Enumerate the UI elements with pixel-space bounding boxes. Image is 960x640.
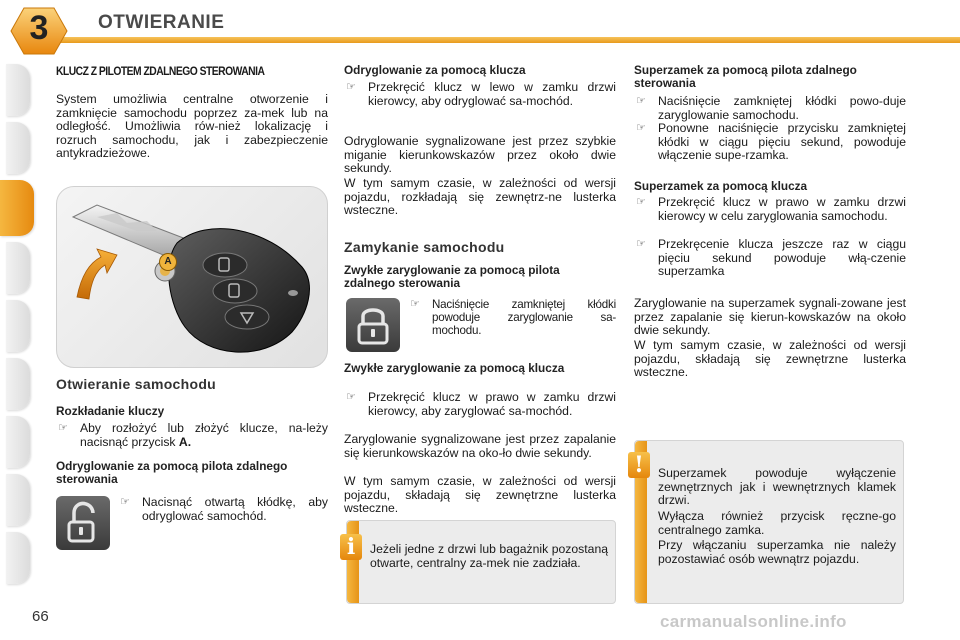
bullet-hand-icon: ☞ xyxy=(58,422,68,434)
warning-para-1: Superzamek powoduje wyłączenie zewnętrznych jak i wewnętrznych klamek drzwi. xyxy=(658,466,896,508)
remote-key-illustration xyxy=(57,187,329,369)
chapter-tab-1[interactable] xyxy=(6,64,30,116)
key-illustration-frame xyxy=(56,186,328,368)
superlock-para-2: W tym samym czasie, w zależności od wersji pojazdu, składają się zewnętrzne lusterka wsteczne. xyxy=(634,338,906,380)
chapter-tab-6[interactable] xyxy=(6,358,30,410)
key-unlock-bullet: ☞ Przekręcić klucz w lewo w zamku drzwi kierowcy, aby odryglować sa-mochód. xyxy=(346,80,616,108)
bullet-hand-icon: ☞ xyxy=(636,122,646,134)
fold-keys-title: Rozkładanie kluczy xyxy=(56,404,165,418)
superlock-para-1: Zaryglowanie na superzamek sygnali-zowane jest przez zapalanie się kierun-kowskazów na około dwie sekundy. xyxy=(634,296,906,338)
superlock-remote-title: Superzamek za pomocą pilota zdalnego sterowania xyxy=(634,63,857,90)
chapter-number: 3 xyxy=(29,9,49,47)
remote-lock-bullet: ☞ Naciśnięcie zamkniętej kłódki powoduje zaryglowanie sa-mochodu. xyxy=(410,298,616,338)
chapter-tab-9[interactable] xyxy=(6,532,30,584)
button-a-marker: A xyxy=(159,253,177,271)
section-title-open: Otwieranie samochodu xyxy=(56,376,217,392)
main-heading: KLUCZ Z PILOTEM ZDALNEGO STEROWANIA xyxy=(56,64,265,78)
chapter-tab-4[interactable] xyxy=(6,242,30,294)
bullet-hand-icon: ☞ xyxy=(120,496,130,508)
bullet-hand-icon: ☞ xyxy=(636,238,646,250)
bullet-hand-icon: ☞ xyxy=(346,391,356,403)
remote-unlock-bullet: ☞ Nacisnąć otwartą kłódkę, aby odryglować samochód. xyxy=(120,495,328,523)
key-lock-title: Zwykłe zaryglowanie za pomocą klucza xyxy=(344,361,565,375)
key-unlock-title: Odryglowanie za pomocą klucza xyxy=(344,63,526,77)
key-unlock-para-2: W tym samym czasie, w zależności od wersji pojazdu, rozkładają się zewnętrz-ne lusterka wsteczne. xyxy=(344,176,616,218)
warning-para-3: Przy włączaniu superzamka nie należy pozostawiać osób wewnątrz pojazdu. xyxy=(658,538,896,566)
unlock-button-tile xyxy=(56,496,110,550)
closed-padlock-icon xyxy=(346,298,400,352)
warning-icon: ! xyxy=(628,452,650,478)
info-note-text: Jeżeli jedne z drzwi lub bagażnik pozostaną otwarte, centralny za-mek nie zadziała. xyxy=(370,542,608,570)
chapter-tab-3-active[interactable] xyxy=(0,180,34,236)
warning-para-2: Wyłącza również przycisk ręczne-go centralnego zamka. xyxy=(658,509,896,537)
remote-lock-title: Zwykłe zaryglowanie za pomocą pilota zdalnego sterowania xyxy=(344,263,560,290)
chapter-tab-5[interactable] xyxy=(6,300,30,352)
chapter-tab-2[interactable] xyxy=(6,122,30,174)
page-number: 66 xyxy=(32,608,49,625)
page-title: OTWIERANIE xyxy=(98,12,225,33)
intro-paragraph: System umożliwia centralne otworzenie i zamknięcie samochodu poprzez za-mek lub na odległość. Umożliwia rów-nież lokalizację i rozruch samochodu, jak i zabezpieczenie antykradzieżowe. xyxy=(56,92,328,161)
remote-unlock-title: Odryglowanie za pomocą pilota zdalnego sterowania xyxy=(56,459,288,486)
superlock-key-bullet-1: ☞ Przekręcić klucz w prawo w zamku drzwi kierowcy w celu zaryglowania samochodu. xyxy=(636,195,906,223)
superlock-key-bullet-2: ☞ Przekręcenie klucza jeszcze raz w ciągu pięciu sekund powoduje włą-czenie superzamka xyxy=(636,237,906,279)
key-lock-bullet: ☞ Przekręcić klucz w prawo w zamku drzwi kierowcy, aby zaryglować sa-mochód. xyxy=(346,390,616,418)
section-title-lock: Zamykanie samochodu xyxy=(344,239,505,255)
superlock-remote-bullet-1: ☞ Naciśnięcie zamkniętej kłódki powo-duje zaryglowanie samochodu. xyxy=(636,94,906,122)
bullet-hand-icon: ☞ xyxy=(636,196,646,208)
fold-keys-bullet: ☞ Aby rozłożyć lub złożyć klucze, na-leży nacisnąć przycisk A. xyxy=(58,421,328,449)
superlock-key-title: Superzamek za pomocą klucza xyxy=(634,179,808,193)
header xyxy=(0,0,960,56)
key-lock-para-2: W tym samym czasie, w zależności od wersji pojazdu, składają się zewnętrzne lusterka wsteczne. xyxy=(344,474,616,516)
watermark: carmanualsonline.info xyxy=(660,612,847,631)
bullet-hand-icon: ☞ xyxy=(636,95,646,107)
bullet-hand-icon: ☞ xyxy=(346,81,356,93)
chapter-tab-8[interactable] xyxy=(6,474,30,526)
key-lock-para-1: Zaryglowanie sygnalizowane jest przez zapalanie się kierunkowskazów na oko-ło dwie sekundy. xyxy=(344,432,616,460)
bullet-hand-icon: ☞ xyxy=(410,298,420,310)
superlock-remote-bullet-2: ☞ Ponowne naciśnięcie przycisku zamkniętej kłódki w ciągu pięciu sekund, powoduje włączenie supe-rzamka. xyxy=(636,121,906,163)
lock-button-tile xyxy=(346,298,400,352)
open-padlock-icon xyxy=(56,496,110,550)
info-icon: i xyxy=(340,534,362,560)
chapter-tab-7[interactable] xyxy=(6,416,30,468)
key-unlock-para-1: Odryglowanie sygnalizowane jest przez szybkie miganie kierunkowskazów przez około dwie sekundy. xyxy=(344,134,616,176)
header-rule xyxy=(60,37,960,43)
